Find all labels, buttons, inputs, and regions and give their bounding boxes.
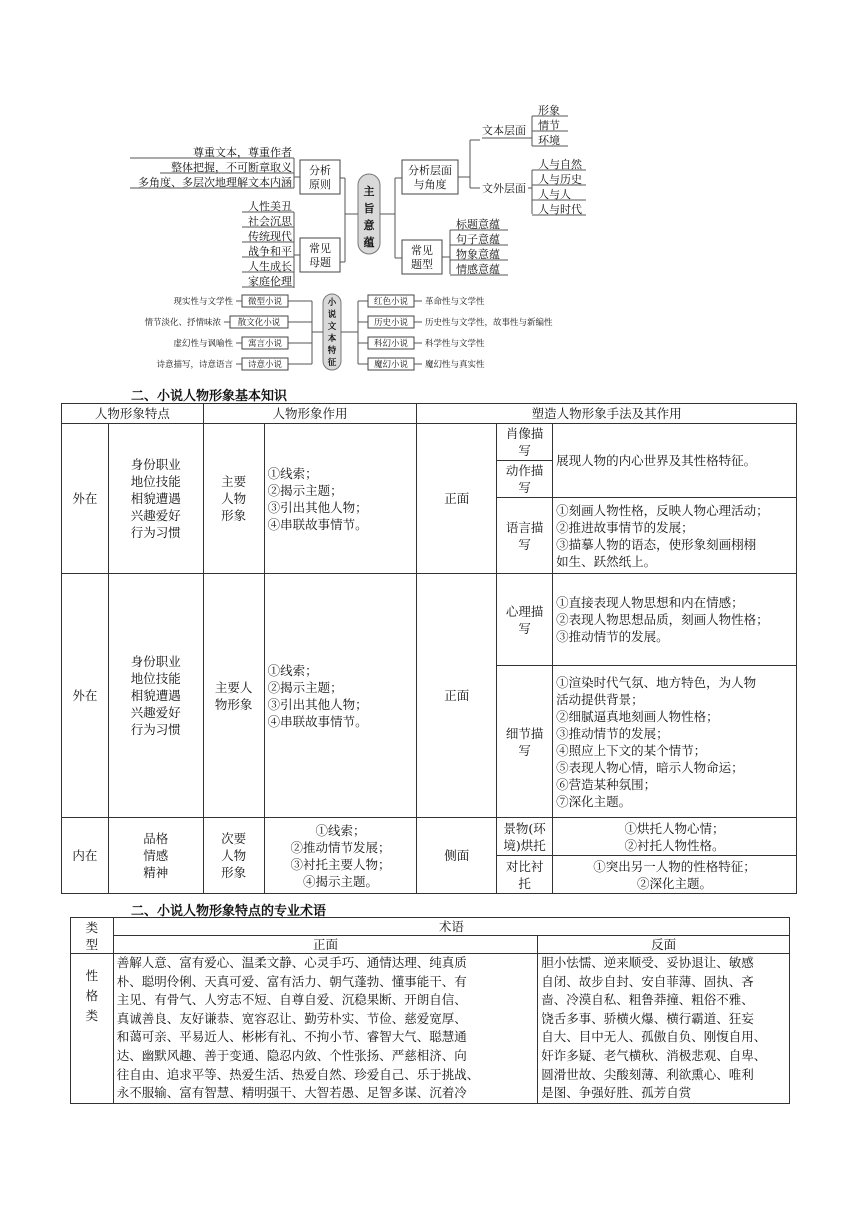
mindmap-center-3: 意 xyxy=(363,219,375,232)
effect-cell: ①烘托人物心情； ②衬托人物性格。 xyxy=(553,818,797,856)
method-cell: 细节描 写 xyxy=(497,666,553,818)
node-text-level: 文本层面 xyxy=(482,124,526,137)
table-row xyxy=(71,954,790,1104)
features-right-note: 革命性与文学性 xyxy=(425,297,485,307)
effect-cell: 展现人物的内心世界及其性格特征。 xyxy=(553,424,797,498)
side-cell: 正面 xyxy=(417,574,497,818)
feature-cell: 品格 情感 精神 xyxy=(108,818,203,894)
mindmap-center-2: 旨 xyxy=(363,202,375,215)
node-analysis-level-1: 分析层面 xyxy=(408,164,452,177)
effect-cell: ①渲染时代气氛、地方特色，为人物 活动提供背景； ②细腻逼真地刻画人物性格； ③推动情节的发展； ④照应上下文的某个情节； ⑤表现人物心情，暗示人物命运； ⑥营造某种氛围； ⑦深化主题。 xyxy=(553,666,797,818)
role-cell: 主要 人物 形象 xyxy=(203,424,264,574)
node-common-motif-1: 常见 xyxy=(309,242,331,255)
features-center: 特 xyxy=(327,346,337,356)
mindmap-center-1: 主 xyxy=(363,185,375,198)
features-right-box: 历史小说 xyxy=(373,318,409,328)
features-right-note: 历史性与文学性，故事性与新编性 xyxy=(425,318,553,328)
table-header-row xyxy=(71,918,790,936)
method-cell: 肖像描 写 xyxy=(497,424,553,461)
cat-cell: 外在 xyxy=(62,424,109,574)
method-cell: 景物(环 境)烘托 xyxy=(497,818,553,856)
table-header-row xyxy=(71,936,790,954)
theme-mindmap xyxy=(120,100,600,290)
features-left-box: 微型小说 xyxy=(247,297,283,307)
character-basics-table xyxy=(61,403,797,894)
node-common-type-1: 常见 xyxy=(411,244,433,257)
features-left-box: 寓言小说 xyxy=(247,339,283,349)
principle-item: 整体把握，不可断章取义 xyxy=(171,161,292,174)
feature-cell: 身份职业 地位技能 相貌遭遇 兴趣爱好 行为习惯 xyxy=(108,424,203,574)
positive-header: 正面 xyxy=(113,936,537,954)
table-header-row xyxy=(62,404,797,424)
features-left-note: 情节淡化、抒情味浓 xyxy=(144,318,221,328)
motif-item: 社会沉思 xyxy=(248,215,292,228)
side-cell: 正面 xyxy=(417,424,497,574)
motif-item: 人生成长 xyxy=(248,260,292,273)
motif-item: 传统现代 xyxy=(248,230,292,243)
features-center: 文 xyxy=(327,322,337,332)
type-item: 情感意蕴 xyxy=(456,263,500,276)
role-cell: 主要人 物形象 xyxy=(203,574,264,818)
side-cell: 侧面 xyxy=(417,818,497,894)
motif-item: 战争和平 xyxy=(248,245,292,258)
method-cell: 心理描 写 xyxy=(497,574,553,666)
function-cell: ①线索； ②推动情节发展； ③衬托主要人物； ④揭示主题。 xyxy=(264,818,417,894)
feature-cell: 身份职业 地位技能 相貌遭遇 兴趣爱好 行为习惯 xyxy=(108,574,203,818)
method-cell: 对比衬 托 xyxy=(497,856,553,894)
cat-cell: 内在 xyxy=(62,818,109,894)
effect-cell: ①突出另一人物的性格特征； ②深化主题。 xyxy=(553,856,797,894)
header-technique: 塑造人物形象手法及其作用 xyxy=(417,404,797,424)
features-left-note: 诗意描写，诗意语言 xyxy=(156,360,233,370)
character-terms-table xyxy=(70,917,790,1104)
type-item: 物象意蕴 xyxy=(456,248,500,261)
motif-item: 人性美丑 xyxy=(248,200,292,213)
motif-item: 家庭伦理 xyxy=(248,275,292,288)
function-cell: ①线索； ②揭示主题； ③引出其他人物； ④串联故事情节。 xyxy=(264,424,417,574)
row-label: 性 格 类 xyxy=(71,954,114,1104)
table-row xyxy=(62,818,797,856)
features-left-box: 散文化小说 xyxy=(237,318,281,328)
features-right-box: 科幻小说 xyxy=(373,339,409,349)
type-header: 类 型 xyxy=(71,918,114,954)
features-right-note: 魔幻性与真实性 xyxy=(425,360,485,370)
type-item: 句子意蕴 xyxy=(456,233,500,246)
features-center: 征 xyxy=(327,358,337,368)
node-outer-level: 文外层面 xyxy=(482,182,526,195)
features-right-box: 魔幻小说 xyxy=(373,360,409,370)
method-cell: 动作描 写 xyxy=(497,461,553,498)
outer-level-item: 人与人 xyxy=(538,188,571,201)
text-level-item: 情节 xyxy=(538,119,560,132)
node-analysis-level-2: 与角度 xyxy=(413,178,447,191)
novel-features-mindmap xyxy=(120,290,600,375)
node-analysis-principle-1: 分析 xyxy=(309,164,331,177)
negative-terms: 胆小怯懦、逆来顺受、妥协退让、敏感 自闭、故步自封、安自菲薄、固执、吝 啬、冷漠自私、粗鲁莽撞、粗俗不雅、 饶舌多事、骄横火爆、横行霸道、狂妄 自大、目中无人、孤傲自负、刚愎自用、 奸诈多疑、老气横秋、消极悲观、自卑、 圆滑世故、尖酸刻薄、利欲熏心、唯利 是图、争强好胜、孤芳自赏 xyxy=(538,954,790,1104)
table-row xyxy=(62,424,797,461)
positive-terms: 善解人意、富有爱心、温柔文静、心灵手巧、通情达理、纯真质 朴、聪明伶俐、天真可爱、富有活力、朝气蓬勃、懂事能干、有 主见、有骨气、人穷志不短、自尊自爱、沉稳果断、开朗自信、 真诚善良、友好谦恭、宽容忍让、勤劳朴实、节俭、慈爱宽厚、 和蔼可亲、平易近人、彬彬有礼、不拘小节、睿智大气、聪慧通 达、幽默风趣、善于变通、隐忍内敛、个性张扬、严慈相济、向 往自由、追求平等、热爱生活、热爱自然、珍爱自己、乐于挑战、 永不服输、富有智慧、精明强干、大智若愚、足智多谋、沉着冷 xyxy=(113,954,537,1104)
features-center: 小 xyxy=(327,298,337,308)
features-right-note: 科学性与文学性 xyxy=(425,339,485,349)
outer-level-item: 人与时代 xyxy=(538,203,582,216)
header-role: 人物形象作用 xyxy=(203,404,417,424)
section-heading-character-basics: 二、小说人物形象基本知识 xyxy=(131,389,288,404)
effect-cell: ①直接表现人物思想和内在情感； ②表现人物思想品质，刻画人物性格； ③推动情节的发展。 xyxy=(553,574,797,666)
cat-cell: 外在 xyxy=(62,574,109,818)
features-left-box: 诗意小说 xyxy=(247,360,283,370)
outer-level-item: 人与历史 xyxy=(538,173,582,186)
principle-item: 多角度、多层次地理解文本内涵 xyxy=(138,176,292,189)
mindmap-center-4: 蕴 xyxy=(363,236,375,249)
text-level-item: 形象 xyxy=(538,104,560,117)
effect-cell: ①刻画人物性格，反映人物心理活动； ②推进故事情节的发展； ③描摹人物的语态，使形象刻画栩栩 如生、跃然纸上。 xyxy=(553,498,797,574)
principle-item: 尊重文本，尊重作者 xyxy=(193,146,292,159)
features-right-box: 红色小说 xyxy=(373,297,409,307)
features-left-note: 现实性与文学性 xyxy=(173,297,233,307)
negative-header: 反面 xyxy=(538,936,790,954)
type-item: 标题意蕴 xyxy=(456,218,500,231)
node-common-motif-2: 母题 xyxy=(309,256,331,269)
features-center: 说 xyxy=(327,310,337,320)
section-heading-terms: 二、小说人物形象特点的专业术语 xyxy=(131,904,327,919)
role-cell: 次要 人物 形象 xyxy=(203,818,264,894)
text-level-item: 环境 xyxy=(538,134,560,147)
table-row xyxy=(62,574,797,666)
function-cell: ①线索； ②揭示主题； ③引出其他人物； ④串联故事情节。 xyxy=(264,574,417,818)
term-header: 术语 xyxy=(113,918,789,936)
header-feature: 人物形象特点 xyxy=(62,404,204,424)
features-center: 本 xyxy=(327,334,337,344)
node-common-type-2: 题型 xyxy=(411,258,433,271)
node-analysis-principle-2: 原则 xyxy=(309,178,331,191)
outer-level-item: 人与自然 xyxy=(538,158,582,171)
method-cell: 语言描 写 xyxy=(497,498,553,574)
features-left-note: 虚幻性与讽喻性 xyxy=(173,339,233,349)
